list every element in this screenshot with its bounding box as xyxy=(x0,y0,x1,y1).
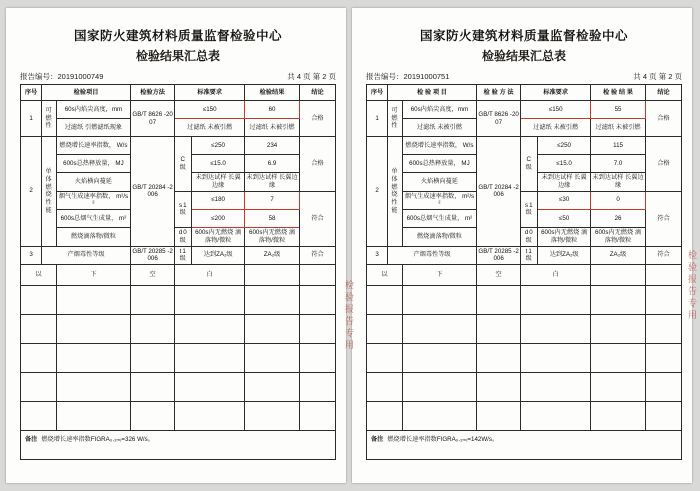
conclusion: 合格 xyxy=(300,101,336,137)
result: 60 xyxy=(245,101,300,119)
result: 6.9 xyxy=(245,155,300,173)
row-no: 2 xyxy=(367,137,388,247)
empty-row xyxy=(367,402,682,431)
method: GB/T 20284 -2006 xyxy=(130,137,174,247)
red-stamp-right: 检验报告专用 xyxy=(686,250,696,322)
method: GB/T 8626 -2007 xyxy=(130,101,174,137)
result: 55 xyxy=(591,101,646,119)
empty-row xyxy=(21,402,336,431)
empty-row xyxy=(21,344,336,373)
grade-c: C 级 xyxy=(175,137,192,192)
conclusion: 符合 xyxy=(300,246,336,265)
item-name: 60s内焰尖高度，mm xyxy=(56,101,130,119)
empty-row xyxy=(367,286,682,315)
item-name: 600s总热释放量， MJ xyxy=(402,155,476,173)
method: GB/T 20285 -2006 xyxy=(476,246,520,265)
empty-row xyxy=(21,373,336,402)
table-row xyxy=(367,246,682,265)
remark-text: 燃烧增长速率指数FIGRA₀.₂ₘⱼ=326 W/s。 xyxy=(41,436,154,443)
blank-char-1: 以 xyxy=(367,265,403,286)
item-name: 产烟毒性等级 xyxy=(42,246,131,265)
th-conclusion: 结论 xyxy=(646,85,682,101)
page-title: 国家防火建筑材料质量监督检验中心 xyxy=(73,28,282,43)
conclusion: 符合 xyxy=(646,246,682,265)
empty-row xyxy=(367,315,682,344)
conclusion: 合格 xyxy=(300,137,336,192)
remark-label: 备注 xyxy=(25,436,38,443)
empty-row xyxy=(21,315,336,344)
item-name: 燃烧滴落物/微粒 xyxy=(402,228,476,247)
result: 0 xyxy=(591,191,646,210)
table-row xyxy=(21,246,336,265)
table-row xyxy=(21,191,336,210)
requirement: ≤50 xyxy=(538,210,591,228)
th-requirement: 标准要求 xyxy=(175,85,245,101)
th-no: 序号 xyxy=(21,85,42,101)
grade-d0: d0 级 xyxy=(521,228,538,247)
row-no: 3 xyxy=(367,246,388,265)
result: 过滤纸 未被引燃 xyxy=(591,119,646,137)
table-header-row xyxy=(367,85,682,101)
th-no: 序号 xyxy=(367,85,388,101)
th-conclusion: 结论 xyxy=(300,85,336,101)
requirement: 过滤纸 未被引燃 xyxy=(521,119,591,137)
requirement: ≤15.0 xyxy=(192,155,245,173)
table-header-row xyxy=(21,85,336,101)
result: 未到达试样 长翼边缘 xyxy=(591,173,646,192)
remark-section xyxy=(366,431,682,460)
item-name: 火焰横向蔓延 xyxy=(402,173,476,192)
th-result: 检验结果 xyxy=(245,85,300,101)
requirement: 过滤纸 未被引燃 xyxy=(175,119,245,137)
requirement: 未到达试样 长翼边缘 xyxy=(538,173,591,192)
pagination: 共 4 页 第 2 页 xyxy=(633,72,682,81)
requirement: ≤150 xyxy=(175,101,245,119)
blank-notice-row xyxy=(21,265,336,286)
blank-char-1: 以 xyxy=(21,265,57,286)
item-name: 燃烧增长速率指数， W/s xyxy=(56,137,130,155)
table-row xyxy=(367,191,682,210)
result: 7 xyxy=(245,191,300,210)
table-row xyxy=(21,119,336,137)
result: 过滤纸 未被引燃 xyxy=(245,119,300,137)
conclusion: 合格 xyxy=(646,101,682,137)
method: GB/T 20284 -2006 xyxy=(476,137,520,247)
row-category: 单 体 燃 烧 性 能 xyxy=(42,137,57,247)
blank-char-3: 空 xyxy=(476,265,520,286)
empty-row xyxy=(367,373,682,402)
result: 7.0 xyxy=(591,155,646,173)
item-name: 600s总热释放量， MJ xyxy=(56,155,130,173)
item-name: 600s总烟气生成量， m² xyxy=(56,210,130,228)
th-requirement: 标准要求 xyxy=(521,85,591,101)
result: 26 xyxy=(591,210,646,228)
requirement: 达到ZA₂级 xyxy=(538,246,591,265)
empty-row xyxy=(367,344,682,373)
result: 未到达试样 长翼边缘 xyxy=(245,173,300,192)
row-category: 可 燃 性 xyxy=(42,101,57,137)
page-title: 国家防火建筑材料质量监督检验中心 xyxy=(419,28,628,43)
item-name: 燃烧滴落物/微粒 xyxy=(56,228,130,247)
th-item: 检 验 项 目 xyxy=(388,85,477,101)
blank-char-3: 空 xyxy=(130,265,174,286)
blank-pad-2 xyxy=(300,265,336,286)
requirement: ≤150 xyxy=(521,101,591,119)
blank-notice-row xyxy=(367,265,682,286)
pagination: 共 4 页 第 2 页 xyxy=(287,72,336,81)
form-title: 检验结果汇总表 xyxy=(135,49,220,63)
method: GB/T 8626 -2007 xyxy=(476,101,520,137)
grade-s1: s1 级 xyxy=(521,191,538,228)
result: 600s内无燃烧 滴落物/微粒 xyxy=(591,228,646,247)
th-method: 检验方法 xyxy=(130,85,174,101)
red-stamp-middle: 检验报告专用 xyxy=(343,280,353,352)
requirement: 未到达试样 长翼边缘 xyxy=(192,173,245,192)
th-method: 检 验 方 法 xyxy=(476,85,520,101)
blank-pad-1 xyxy=(591,265,646,286)
table-row xyxy=(21,228,336,247)
conclusion: 符合 xyxy=(300,191,336,246)
grade-d0: d0 级 xyxy=(175,228,192,247)
blank-char-4: 白 xyxy=(175,265,245,286)
result: ZA₂级 xyxy=(245,246,300,265)
requirement: ≤200 xyxy=(192,210,245,228)
document-page-right xyxy=(352,8,692,483)
item-name: 烟气生成速率指数， m²/s² xyxy=(402,191,476,210)
result: 115 xyxy=(591,137,646,155)
th-item: 检验项目 xyxy=(42,85,131,101)
requirement: ≤250 xyxy=(192,137,245,155)
table-row xyxy=(367,119,682,137)
blank-char-2: 下 xyxy=(402,265,476,286)
requirement: ≤15.0 xyxy=(538,155,591,173)
results-table xyxy=(20,84,336,431)
result: 234 xyxy=(245,137,300,155)
empty-row xyxy=(21,286,336,315)
remark-label: 备注 xyxy=(371,436,384,443)
result: 58 xyxy=(245,210,300,228)
item-name: 600s总烟气生成量， m² xyxy=(402,210,476,228)
requirement: 达到ZA₂级 xyxy=(192,246,245,265)
row-no: 2 xyxy=(21,137,42,247)
row-category: 可 燃 性 xyxy=(388,101,403,137)
item-name: 过滤纸 未被引燃 xyxy=(402,119,476,137)
item-name: 烟气生成速率指数， m²/s² xyxy=(56,191,130,210)
row-no: 1 xyxy=(21,101,42,137)
document-page-left xyxy=(6,8,346,483)
blank-pad-2 xyxy=(646,265,682,286)
row-no: 1 xyxy=(367,101,388,137)
grade-t1: t1 级 xyxy=(521,246,538,265)
table-row xyxy=(21,101,336,119)
table-row xyxy=(367,137,682,155)
item-name: 60s内焰尖高度，mm xyxy=(402,101,476,119)
item-name: 火焰横向蔓延 xyxy=(56,173,130,192)
th-result: 检 验 结 果 xyxy=(591,85,646,101)
grade-c: C 级 xyxy=(521,137,538,192)
item-name: 产烟毒性等级 xyxy=(388,246,477,265)
requirement: ≤30 xyxy=(538,191,591,210)
conclusion: 符合 xyxy=(646,191,682,246)
remark-text: 燃烧增长速率指数FIGRA₀.₂ₘⱼ=142W/s。 xyxy=(387,436,499,443)
table-row xyxy=(367,101,682,119)
row-no: 3 xyxy=(21,246,42,265)
item-name: 燃烧增长速率指数， W/s xyxy=(402,137,476,155)
requirement: ≤180 xyxy=(192,191,245,210)
blank-char-4: 白 xyxy=(521,265,591,286)
blank-char-2: 下 xyxy=(56,265,130,286)
grade-t1: t1 级 xyxy=(175,246,192,265)
remark-section xyxy=(20,431,336,460)
report-number: 报告编号：20191000751 xyxy=(366,72,450,81)
form-title: 检验结果汇总表 xyxy=(481,49,566,63)
result: 600s内无燃烧 滴落物/微粒 xyxy=(245,228,300,247)
report-number: 报告编号：20191000749 xyxy=(20,72,104,81)
table-row xyxy=(21,137,336,155)
grade-s1: s1 级 xyxy=(175,191,192,228)
method: GB/T 20285 -2006 xyxy=(130,246,174,265)
requirement: ≤250 xyxy=(538,137,591,155)
blank-pad-1 xyxy=(245,265,300,286)
results-table xyxy=(366,84,682,431)
item-name: 过滤纸 引燃滤纸现象 xyxy=(56,119,130,137)
conclusion: 合格 xyxy=(646,137,682,192)
requirement: 600s内无燃烧 滴落物/微粒 xyxy=(538,228,591,247)
requirement: 600s内无燃烧 滴落物/微粒 xyxy=(192,228,245,247)
row-category: 单 体 燃 烧 性 能 xyxy=(388,137,403,247)
table-row xyxy=(367,228,682,247)
result: ZA₂级 xyxy=(591,246,646,265)
